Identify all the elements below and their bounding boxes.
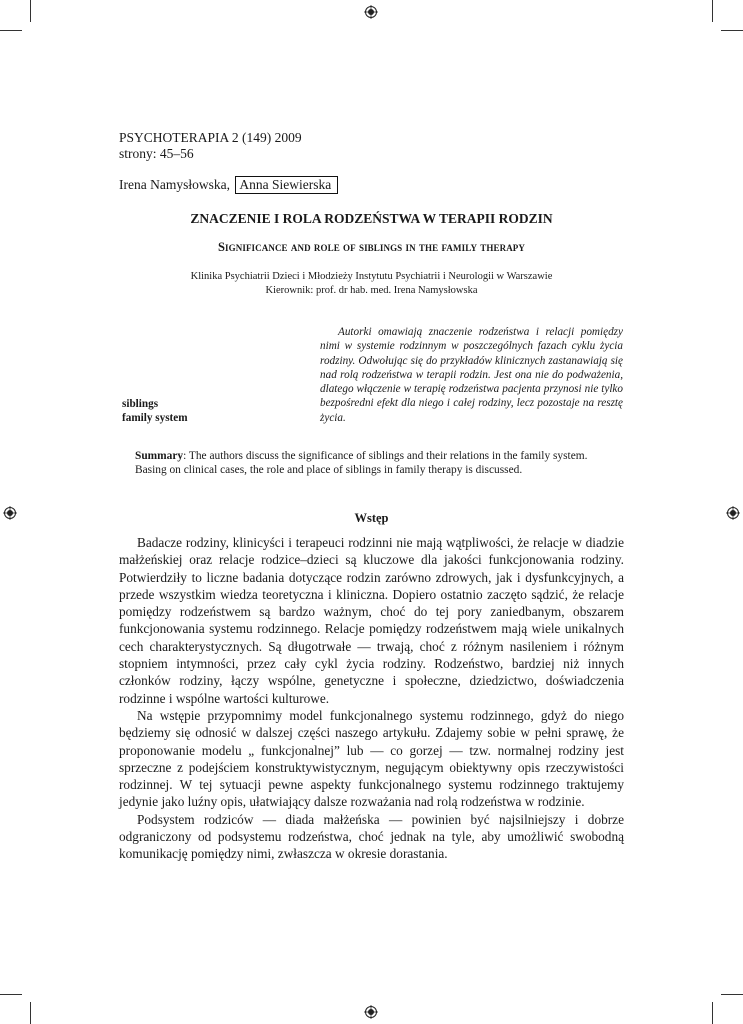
section-heading: Wstęp — [354, 511, 389, 525]
crop-mark — [0, 30, 22, 31]
abstract-polish — [320, 325, 623, 425]
author-name-highlighted[interactable]: Anna Siewierska — [235, 176, 338, 194]
keyword: siblings — [122, 398, 159, 410]
author-name: Irena Namysłowska, — [119, 177, 230, 192]
crop-mark — [721, 994, 743, 995]
paragraph: Badacze rodziny, klinicyści i terapeuci rodzinni nie mają wątpliwości, że relacje w diadzie małżeńskiej oraz relacje rodzice–dzieci są kluczowe dla jakości funkcjonowania rodziny. Potwierdziły to liczne badania dotyczące rodzin zarówno zdrowych, jak i dysfunkcyjnych, a przede wszystkim wiedza teoretyczna i kliniczna. Dopiero ostatnio zaczęto sądzić, że relacje pomiędzy rodzeństwem są bardzo ważnym, choć do tej pory zaniedbanym, obszarem funkcjonowania systemu rodzinnego. Relacje pomiędzy rodzeństwem mają wiele unikalnych cech charakterystycznych. Są długotrwałe — trwają, choć z różnym nasileniem i różnym stopniem intymności, przez cały cykl życia rodziny. Rodzeństwo, bardziej niż innych członków rodziny, łączy wspólne, genetyczne i społeczne, dziedzictwo, doświadczenia rodzinne i wspólne wartości kulturowe. — [119, 535, 624, 706]
registration-mark-icon — [364, 5, 378, 19]
crop-mark — [30, 0, 31, 22]
journal-header — [119, 130, 302, 162]
crop-mark — [712, 0, 713, 22]
summary — [135, 449, 605, 478]
affiliation-institution: Klinika Psychiatrii Dzieci i Młodzieży Instytutu Psychiatrii i Neurologii w Warszawie — [190, 271, 553, 282]
article-title: ZNACZENIE I ROLA RODZEŃSTWA W TERAPII RODZIN — [190, 211, 553, 226]
keyword: family system — [122, 412, 188, 425]
crop-mark — [721, 30, 743, 31]
registration-mark-icon — [364, 1005, 378, 1019]
author-list — [119, 176, 338, 194]
affiliation-head: Kierownik: prof. dr hab. med. Irena Namysłowska — [265, 285, 478, 296]
abstract-text: Autorki omawiają znaczenie rodzeństwa i relacji pomiędzy nimi w systemie rodzinnym w poszczególnych fazach cyklu życia rodziny. Odwołując się do przykładów klinicznych zastanawiają się nad rolą rodzeństwa w terapii rodzin. Jest ona nie do podważenia, dlatego włączenie w terapię rodzeństwa pacjenta przynosi nie tylko bezpośredni efekt dla niego i całej rodziny, lecz pozostaje na resztę życia. — [320, 326, 623, 424]
affiliation — [0, 270, 743, 298]
crop-mark — [712, 1002, 713, 1024]
journal-pages: strony: 45–56 — [119, 146, 194, 161]
summary-label: Summary — [135, 450, 184, 462]
article-title-english: Significance and role of siblings in the family therapy — [218, 240, 525, 254]
summary-text: : The authors discuss the significance of siblings and their relations in the family system. Basing on clinical cases, the role and place of siblings in family therapy is discussed. — [135, 450, 588, 477]
crop-mark — [0, 994, 22, 995]
paragraph: Podsystem rodziców — diada małżeńska — powinien być najsilniejszy i dobrze odgraniczony od podsystemu rodzeństwa, choć jednak na tyle, aby umożliwić swobodną komunikację pomiędzy nimi, zwłaszcza w okresie dorastania. — [119, 811, 624, 862]
body-text — [119, 534, 624, 863]
crop-mark — [30, 1002, 31, 1024]
paragraph: Na wstępie przypomnimy model funkcjonalnego systemu rodzinnego, gdyż do niego będziemy się odnosić w dalszej części naszego artykułu. Zdajemy sobie w pełni sprawę, że proponowanie modelu „ funkcjonalnej” lub — co gorzej — tzw. normalnej rodziny jest sprzeczne z podejściem konstruktywistycznym, negującym obiektywny opis rzeczywistości rodzinnej. W tej sytuacji pewne aspekty funkcjonalnego systemu rodzinnego traktujemy jedynie jako luźny opis, ułatwiający dalsze rozważania nad rolą rodzeństwa w rodzinie. — [119, 707, 624, 810]
keywords — [122, 397, 188, 426]
journal-issue: PSYCHOTERAPIA 2 (149) 2009 — [119, 130, 302, 145]
